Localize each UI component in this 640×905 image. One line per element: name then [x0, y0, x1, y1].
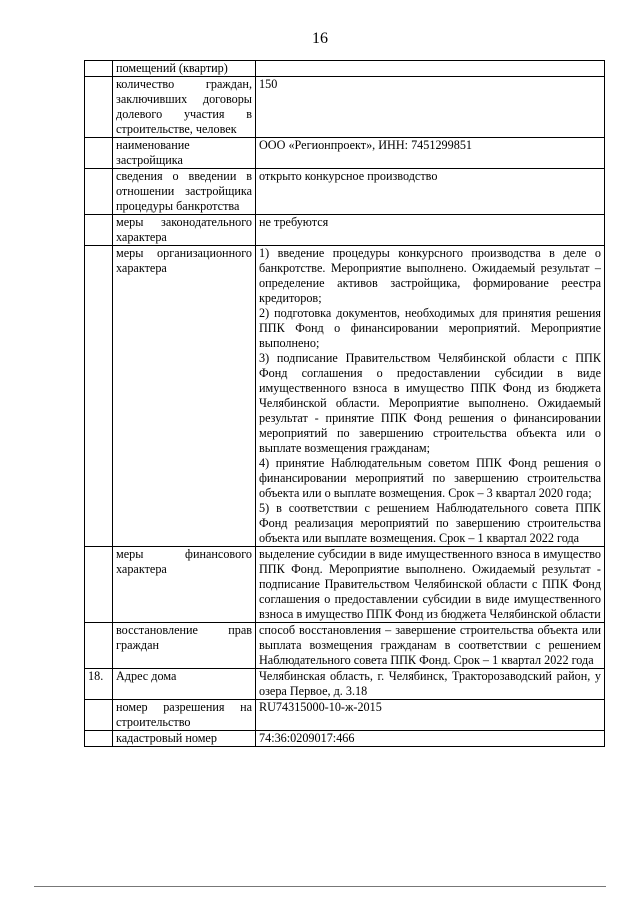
row-value	[256, 731, 605, 747]
row-number	[85, 138, 113, 169]
row-label: восстановление прав граждан	[113, 623, 256, 669]
table-row	[85, 700, 605, 731]
table-row	[85, 215, 605, 246]
row-value	[256, 623, 605, 669]
row-number	[85, 731, 113, 747]
row-value	[256, 77, 605, 138]
value-paragraph: 2) подготовка документов, необходимых для принятия решения ППК Фонд о финансировании мероприятий. Мероприятие выполнено;	[259, 306, 601, 350]
table-row	[85, 61, 605, 77]
value-paragraph: 1) введение процедуры конкурсного производства в деле о банкротстве. Мероприятие выполнено. Ожидаемый результат – определение активов застройщика, формирование реестра кредиторов;	[259, 246, 601, 305]
table-row	[85, 138, 605, 169]
row-value	[256, 700, 605, 731]
row-label: меры законодательного характера	[113, 215, 256, 246]
page-bottom-divider	[34, 886, 606, 887]
value-paragraph: открыто конкурсное производство	[259, 169, 438, 183]
row-number	[85, 77, 113, 138]
table-row	[85, 246, 605, 547]
row-number	[85, 169, 113, 215]
table-row	[85, 731, 605, 747]
value-paragraph: 4) принятие Наблюдательным советом ППК Фонд решения о финансировании мероприятий по завершению строительства объекта или о выплате возмещения. Срок – 3 квартал 2020 года;	[259, 456, 601, 500]
row-value	[256, 169, 605, 215]
row-number: 18.	[85, 669, 113, 700]
row-value	[256, 215, 605, 246]
row-number	[85, 246, 113, 547]
table-row	[85, 669, 605, 700]
row-label: кадастровый номер	[113, 731, 256, 747]
table-row	[85, 77, 605, 138]
row-number	[85, 700, 113, 731]
row-label: сведения о введении в отношении застройщика процедуры банкротства	[113, 169, 256, 215]
row-label: меры финансового характера	[113, 547, 256, 623]
row-label: количество граждан, заключивших договоры долевого участия в строительстве, человек	[113, 77, 256, 138]
row-label: номер разрешения на строительство	[113, 700, 256, 731]
value-paragraph: способ восстановления – завершение строительства объекта или выплата возмещения гражданам в соответствии с решением Наблюдательного совета ППК Фонд. Срок – 1 квартал 2022 года	[259, 623, 601, 667]
row-value	[256, 246, 605, 547]
value-paragraph: выделение субсидии в виде имущественного взноса в имущество ППК Фонд. Мероприятие выполнено. Ожидаемый результат - подписание Правительством Челябинской области с ППК Фонд соглашения о предоставлении субсидии в виде имущественного взноса в имущество ППК Фонд из бюджета Челябинской области	[259, 547, 601, 621]
value-paragraph: 5) в соответствии с решением Наблюдательного совета ППК Фонд реализация мероприятий по завершению строительства объекта или выплате возмещения. Срок – 1 квартал 2022 года	[259, 501, 601, 545]
value-paragraph: 150	[259, 77, 278, 91]
table-row	[85, 169, 605, 215]
value-paragraph: ООО «Регионпроект», ИНН: 7451299851	[259, 138, 473, 152]
value-paragraph: Челябинская область, г. Челябинск, Тракторозаводский район, у озера Первое, д. 3.18	[259, 669, 601, 698]
row-number	[85, 215, 113, 246]
value-paragraph: 74:36:0209017:466	[259, 731, 355, 745]
row-number	[85, 61, 113, 77]
row-value	[256, 138, 605, 169]
housing-object-table	[84, 60, 605, 747]
page-number: 16	[312, 30, 328, 47]
value-paragraph: 3) подписание Правительством Челябинской области с ППК Фонд соглашения о предоставлении субсидии в виде имущественного взноса в имущество ППК Фонд из бюджета Челябинской области. Мероприятие выполнено. Ожидаемый результат - принятие ППК Фонд решения о финансировании мероприятий по завершению строительства объекта или о выплате возмещения гражданам;	[259, 351, 601, 455]
value-paragraph: RU74315000-10-ж-2015	[259, 700, 382, 714]
row-label: меры организационного характера	[113, 246, 256, 547]
row-value	[256, 547, 605, 623]
row-number	[85, 547, 113, 623]
row-value	[256, 669, 605, 700]
row-label: наименование застройщика	[113, 138, 256, 169]
row-label: помещений (квартир)	[113, 61, 256, 77]
table-row	[85, 623, 605, 669]
row-label: Адрес дома	[113, 669, 256, 700]
table-row	[85, 547, 605, 623]
value-paragraph: не требуются	[259, 215, 329, 229]
row-value	[256, 61, 605, 77]
row-number	[85, 623, 113, 669]
